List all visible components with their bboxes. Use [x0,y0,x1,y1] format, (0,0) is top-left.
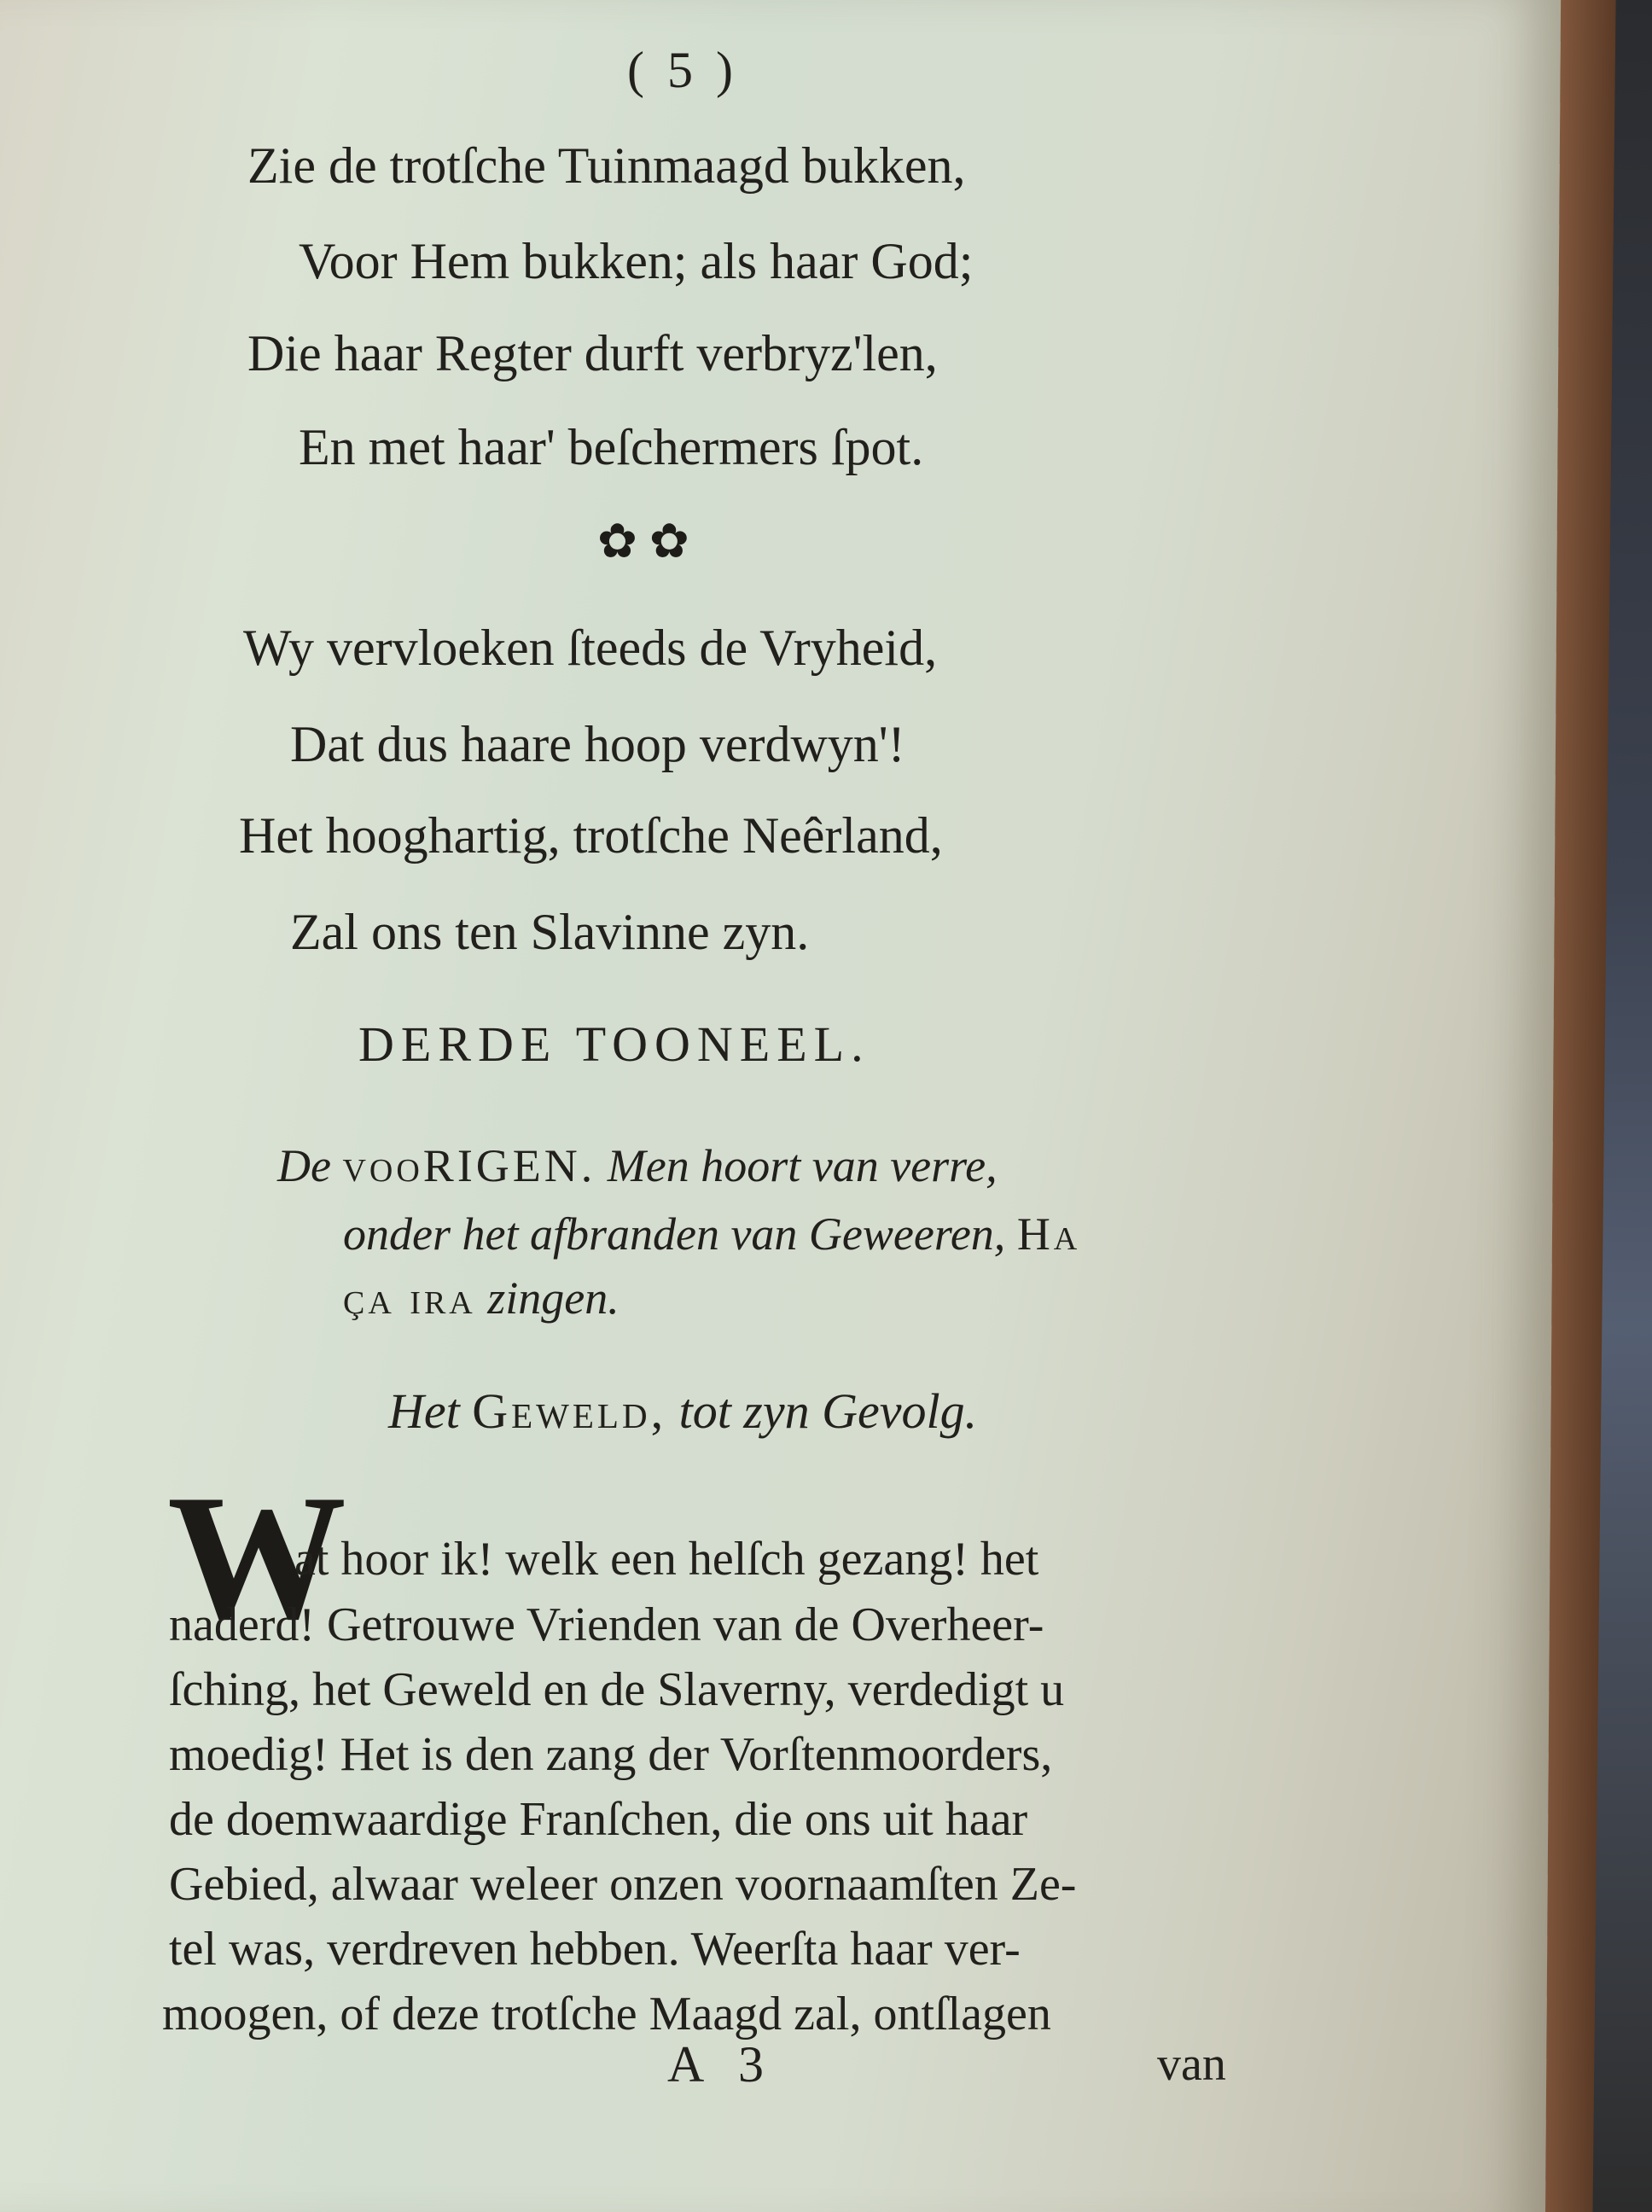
prose-line: tel was, verdreven hebben. Weerſta haar ver- [169,1923,1021,1976]
stage-direction-line [277,1139,998,1192]
stage-song-title: Ha [1016,1208,1081,1260]
stage-text: onder het afbranden van Geweeren, [343,1208,1017,1260]
verse-line: Wy vervloeken ſteeds de Vryheid, [243,620,938,676]
speaker-text: Het [388,1383,473,1439]
verse-line: En met haar' beſchermers ſpot. [299,419,924,475]
page-number: ( 5 ) [627,42,738,98]
verse-line: Die haar Regter durft verbryz'len, [247,325,938,381]
verse-line: Zie de trotſche Tuinmaagd bukken, [247,137,966,194]
drop-cap: W [167,1458,346,1656]
prose-line: at hoor ik! welk een helſch gezang! het [294,1533,1039,1586]
stage-text: Men hoort van verre, [596,1140,998,1191]
stage-text: zingen. [475,1272,620,1324]
speaker-text: tot zyn Gevolg. [666,1383,978,1439]
verse-line: Dat dus haare hoop verdwyn'! [290,716,905,772]
speaker-name: Geweld, [472,1383,667,1439]
prose-line: de doemwaardige Franſchen, die ons uit haar [169,1793,1028,1846]
prose-line: naderd! Getrouwe Vrienden van de Overheer- [169,1598,1044,1651]
speaker-line [388,1382,977,1440]
flower-ornament-icon: ✿ ✿ [597,515,689,568]
prose-line: ſching, het Geweld en de Slaverny, verdedigt u [169,1663,1065,1716]
prose-line: moogen, of deze trotſche Maagd zal, ontſlagen [162,1988,1051,2040]
stage-text: De [277,1140,343,1191]
verse-line: Het hooghartig, trotſche Neêrland, [239,807,943,864]
stage-song-title: ça ira [343,1272,476,1324]
verse-line: Zal ons ten Slavinne zyn. [290,904,810,960]
catchword: van [1157,2038,1226,2091]
prose-line: moedig! Het is den zang der Vorſtenmoorders, [169,1728,1053,1781]
scene-heading: DERDE TOONEEL. [358,1016,870,1072]
stage-direction-line [343,1208,1080,1260]
stage-names: vooRIGEN. [342,1140,596,1191]
prose-line: Gebied, alwaar weleer onzen voornaamſten Ze- [169,1858,1077,1911]
verse-line: Voor Hem bukken; als haar God; [299,233,974,289]
stage-direction-line [343,1272,620,1324]
signature-mark: A 3 [667,2036,777,2093]
